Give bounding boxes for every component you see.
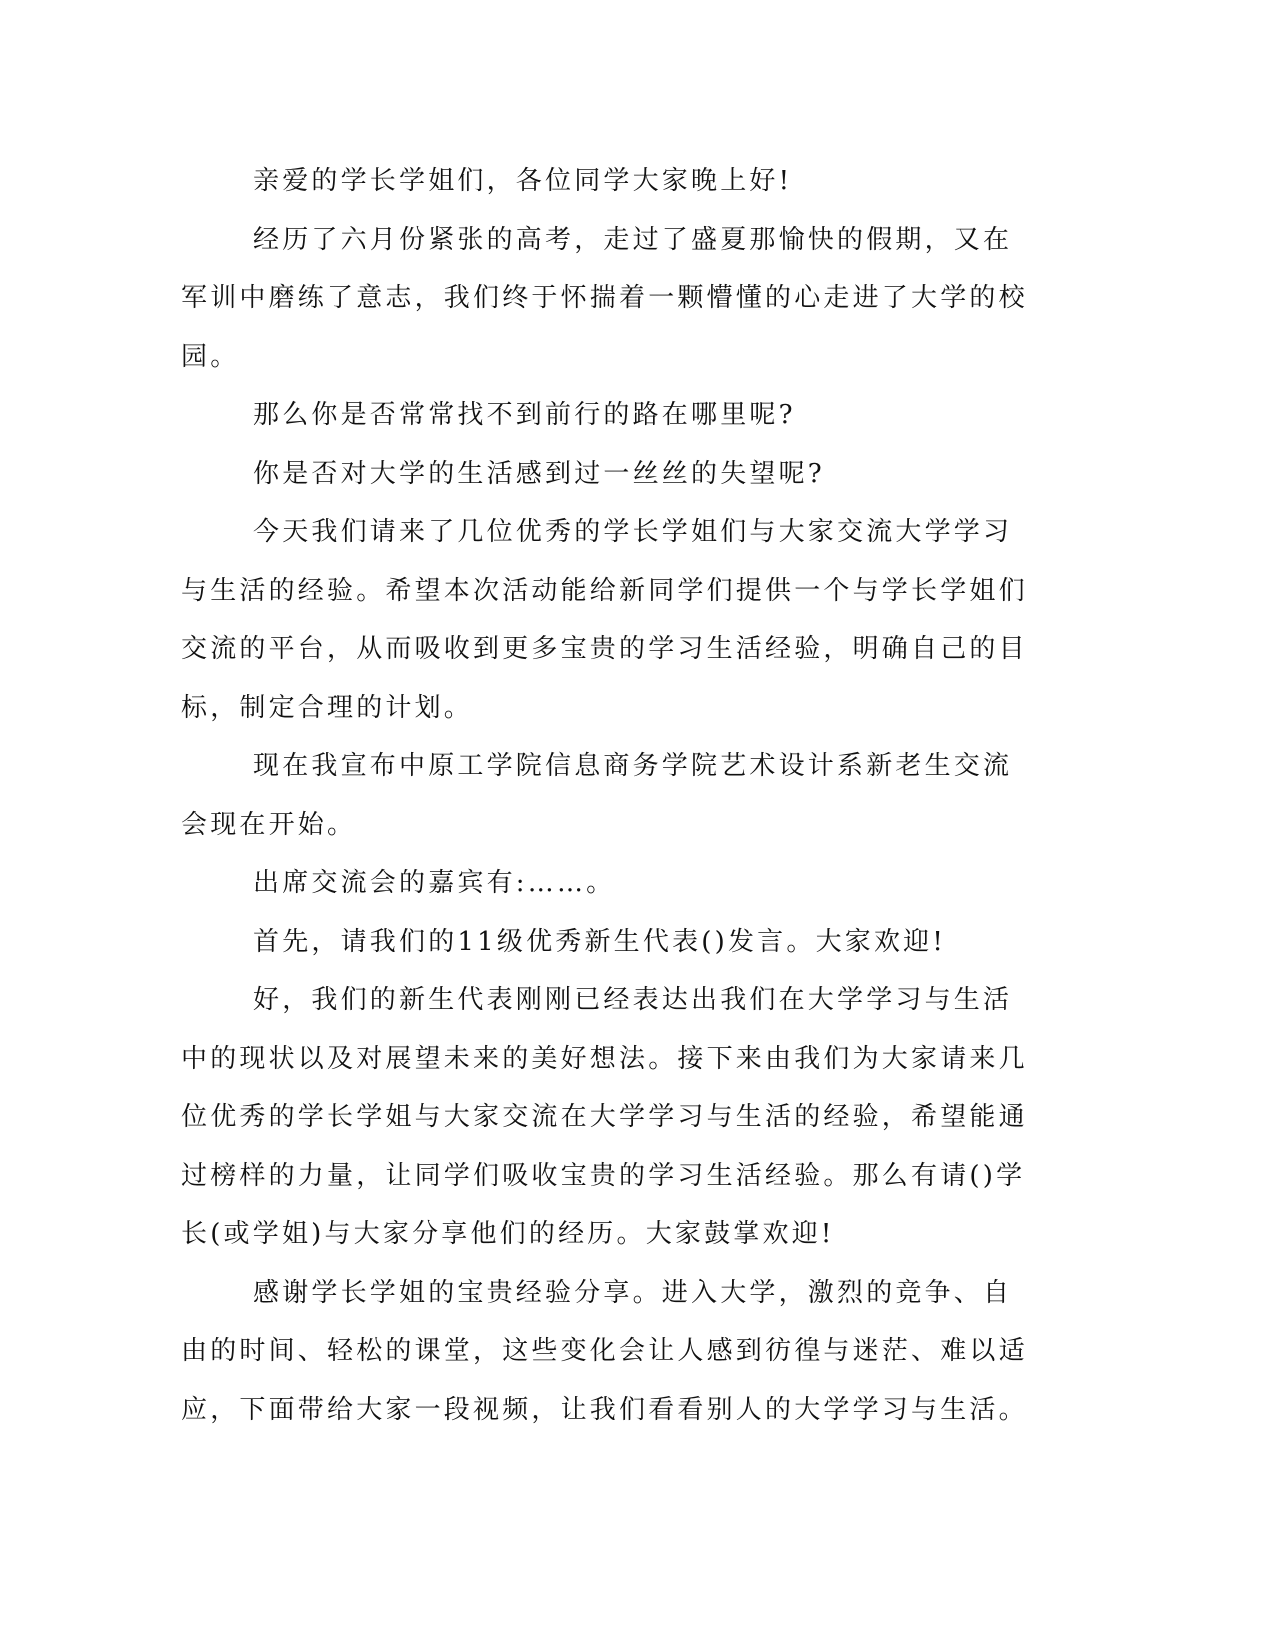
paragraph-intro: 经历了六月份紧张的高考，走过了盛夏那愉快的假期，又在军训中磨练了意志，我们终于怀揣着一颗懵懂的心走进了大学的校园。 xyxy=(181,224,1028,372)
paragraph-video-intro: 感谢学长学姐的宝贵经验分享。进入大学，激烈的竞争、自由的时间、轻松的课堂，这些变化会让人感到彷徨与迷茫、难以适应，下面带给大家一段视频，让我们看看别人的大学学习与生活。 xyxy=(181,1277,1028,1425)
paragraph-question-disappointment: 你是否对大学的生活感到过一丝丝的失望呢? xyxy=(253,458,825,489)
paragraph-freshman-speech: 首先，请我们的11级优秀新生代表()发言。大家欢迎! xyxy=(253,926,947,957)
document-body xyxy=(181,152,1031,1439)
paragraph-greeting: 亲爱的学长学姐们，各位同学大家晚上好! xyxy=(253,166,793,196)
paragraph-announcement: 现在我宣布中原工学院信息商务学院艺术设计系新老生交流会现在开始。 xyxy=(181,751,1013,840)
paragraph-guests: 出席交流会的嘉宾有:……。 xyxy=(253,868,616,898)
paragraph-purpose: 今天我们请来了几位优秀的学长学姐们与大家交流大学学习与生活的经验。希望本次活动能给新同学们提供一个与学长学姐们交流的平台，从而吸收到更多宝贵的学习生活经验，明确自己的目标，制定合理的计划。 xyxy=(181,517,1028,723)
paragraph-question-path: 那么你是否常常找不到前行的路在哪里呢? xyxy=(253,400,796,430)
paragraph-senior-sharing: 好，我们的新生代表刚刚已经表达出我们在大学学习与生活中的现状以及对展望未来的美好想法。接下来由我们为大家请来几位优秀的学长学姐与大家交流在大学学习与生活的经验，希望能通过榜样的力量，让同学们吸收宝贵的学习生活经验。那么有请()学长(或学姐)与大家分享他们的经历。大家鼓掌欢迎! xyxy=(181,985,1028,1249)
